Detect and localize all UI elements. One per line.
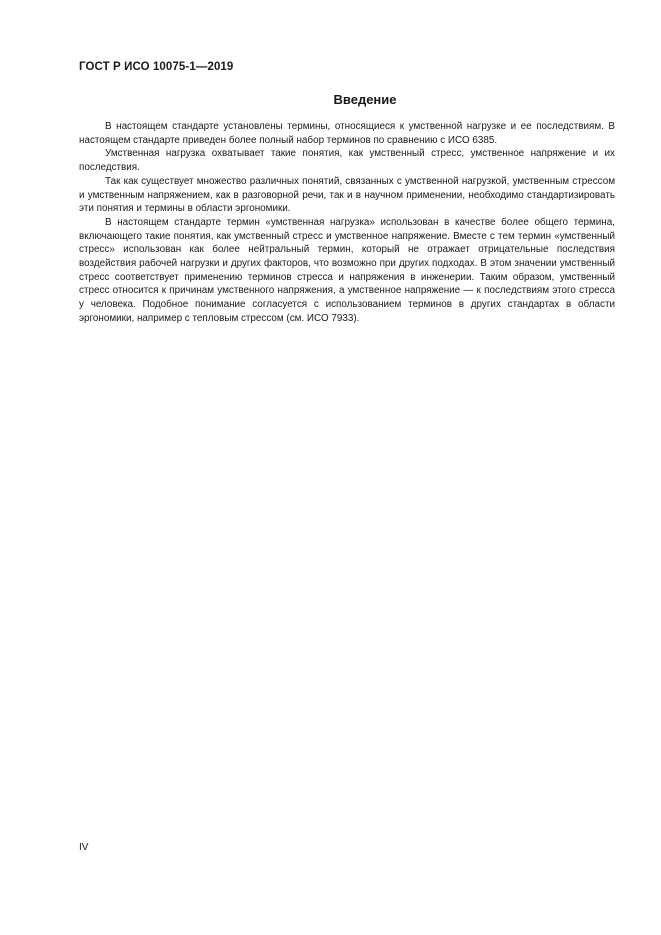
paragraph-4: В настоящем стандарте термин «умственная нагрузка» использован в качестве более общего термина, включающего такие понятия, как умственный стресс и умственное напряжение. Вместе с тем термин «умственный стресс» использован как более нейтральный термин, который не отражает отрицательные последствия воздействия рабочей нагрузки и других факторов, что возможно при других подходах. В этом значении умственный стресс соответствует применению терминов стресса и напряжения в инженерии. Таким образом, умственный стресс относится к причинам умственного напряжения, а умственное напряжение — к последствиям этого стресса у человека. Подобное понимание согласуется с использованием терминов в других стандартах в области эргономики, например с тепловым стрессом (см. ИСО 7933).: [79, 216, 615, 324]
paragraph-3: Так как существует множество различных понятий, связанных с умственной нагрузкой, умственным стрессом и умственным напряжением, как в разговорной речи, так и в научном применении, необходимо стандартизировать эти понятия и термины в области эргономики.: [79, 175, 615, 215]
section-title: Введение: [333, 92, 397, 107]
document-code-header: ГОСТ Р ИСО 10075-1—2019: [79, 61, 234, 73]
paragraph-2: Умственная нагрузка охватывает такие понятия, как умственный стресс, умственное напряжение и их последствия.: [79, 148, 615, 174]
introduction-body: [79, 120, 615, 326]
paragraph-1: В настоящем стандарте установлены термины, относящиеся к умственной нагрузке и ее последствиям. В настоящем стандарте приведен более полный набор терминов по сравнению с ИСО 6385.: [79, 121, 615, 146]
page-number: IV: [79, 842, 89, 853]
